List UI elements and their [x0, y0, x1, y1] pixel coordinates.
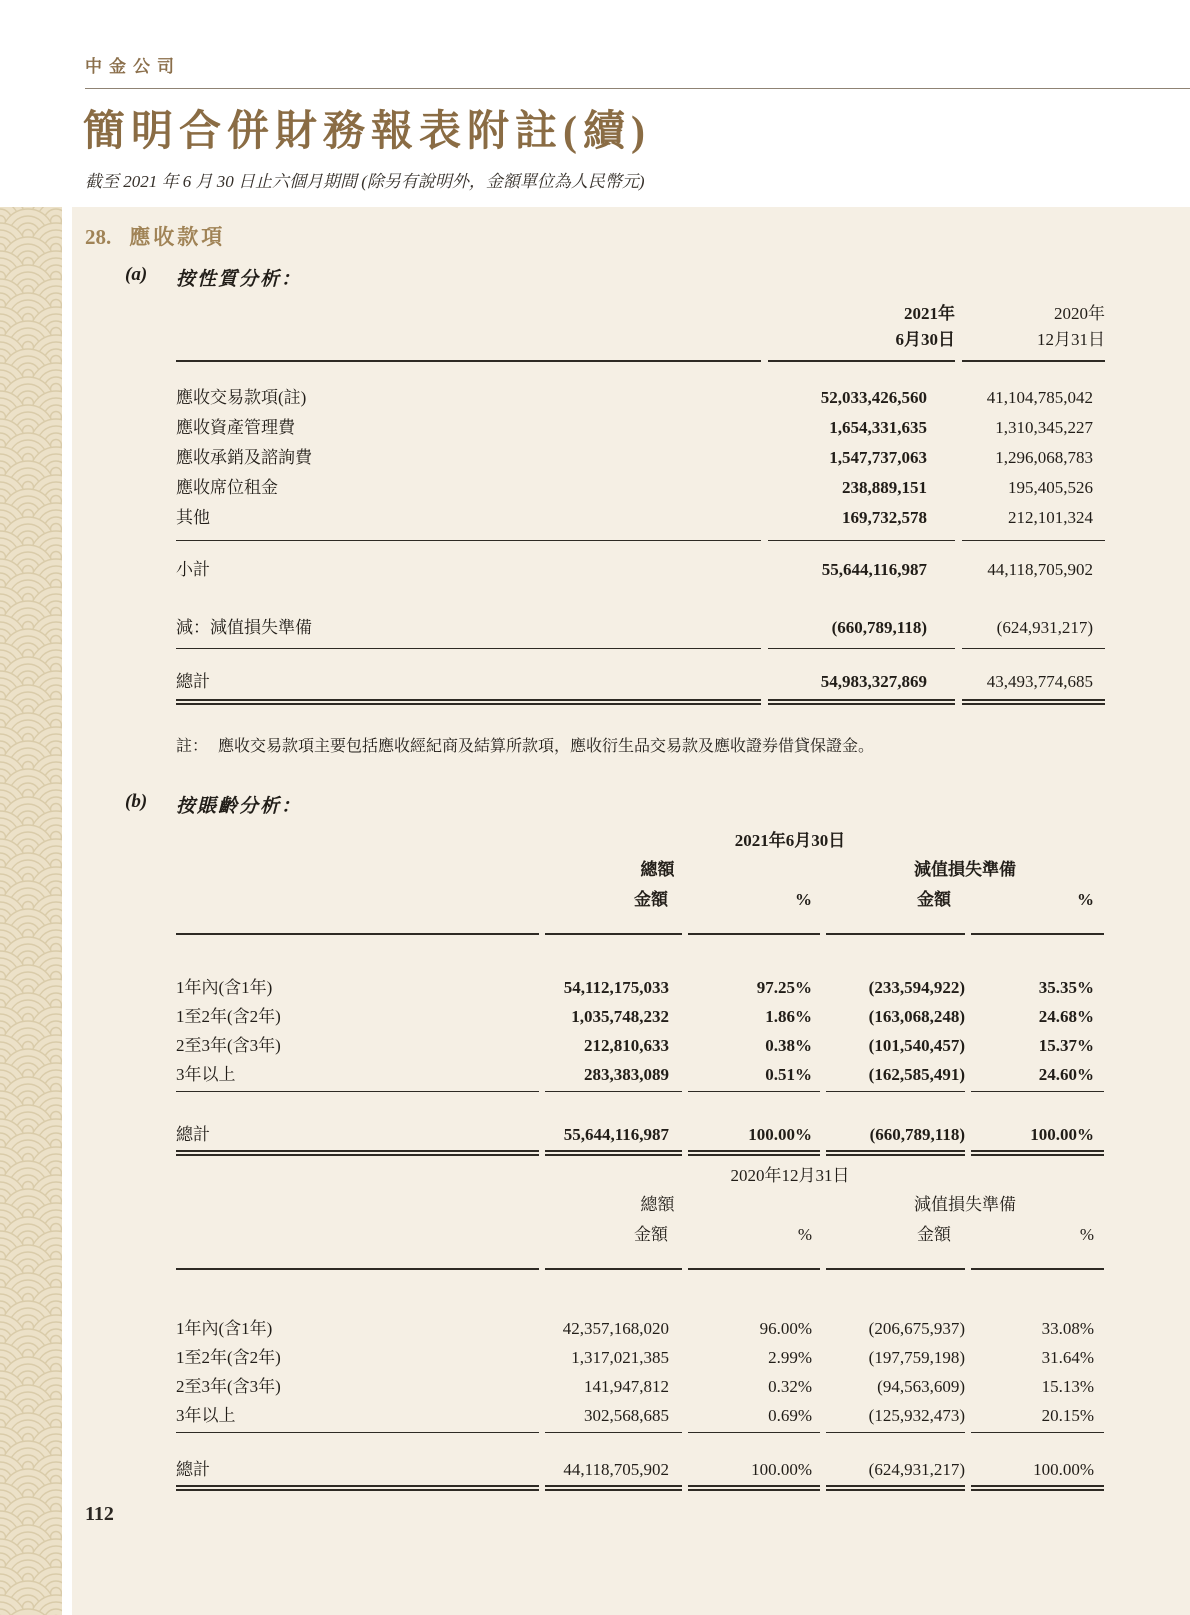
group-header-row — [176, 1190, 1104, 1220]
amount-2021: 1,654,331,635 — [829, 418, 927, 437]
table-row — [176, 473, 1105, 503]
table-date-row — [176, 827, 1104, 855]
gross-amount: 283,383,089 — [584, 1065, 669, 1084]
amount-2021: (660,789,118) — [768, 613, 955, 649]
aging-table-2021 — [176, 827, 1104, 1156]
row-label: 其他 — [176, 508, 210, 527]
allowance-pct: 20.15% — [1041, 1406, 1094, 1425]
row-label: 總計 — [176, 1125, 210, 1144]
allowance-pct: 100.00% — [1030, 1125, 1094, 1144]
gross-pct: 100.00% — [748, 1125, 812, 1144]
part-a-heading — [125, 264, 303, 290]
section-title: 應收款項 — [129, 225, 226, 249]
table-row — [176, 383, 1105, 413]
table-row — [176, 503, 1105, 533]
empty-header-cell — [176, 301, 761, 362]
content-panel — [72, 207, 1190, 1615]
allowance-amount: (197,759,198) — [868, 1348, 965, 1367]
gross-pct: 96.00% — [759, 1319, 812, 1338]
row-label: 總計 — [176, 672, 210, 691]
col-2020-year: 2020年 — [1054, 304, 1105, 323]
total-row — [176, 1120, 1104, 1150]
double-rule — [176, 699, 1105, 705]
gross-pct: 97.25% — [756, 978, 812, 997]
row-label: 1年內(含1年) — [176, 978, 273, 997]
amount-2021: 55,644,116,987 — [821, 560, 927, 579]
amount-2021: 238,889,151 — [842, 478, 927, 497]
allowance-pct: 33.08% — [1041, 1319, 1094, 1338]
gross-amount: 1,035,748,232 — [571, 1007, 669, 1026]
table-rule — [176, 533, 1105, 541]
allowance-pct: 100.00% — [1033, 1460, 1094, 1479]
total-row — [176, 1455, 1104, 1485]
gross-pct: 0.38% — [765, 1036, 812, 1055]
col-2020-date: 12月31日 — [1037, 330, 1105, 349]
table-row — [176, 1343, 1104, 1372]
row-label: 3年以上 — [176, 1065, 236, 1084]
row-label: 小計 — [176, 560, 210, 579]
amount-2021: 1,547,737,063 — [829, 448, 927, 467]
table-rule — [176, 1250, 1104, 1270]
row-label: 應收資產管理費 — [176, 418, 295, 437]
allowance-amount: (206,675,937) — [868, 1319, 965, 1338]
amount-2020: 1,310,345,227 — [995, 418, 1093, 437]
amount-2021: 54,983,327,869 — [820, 672, 927, 691]
table-row — [176, 413, 1105, 443]
total-row — [176, 665, 1105, 699]
pct-header: % — [795, 890, 812, 909]
allowance-pct: 15.13% — [1041, 1377, 1094, 1396]
allowance-pct: 24.60% — [1038, 1065, 1094, 1084]
gross-amount: 141,947,812 — [584, 1377, 669, 1396]
sub-header-row — [176, 1220, 1104, 1250]
allowance-pct: 15.37% — [1038, 1036, 1094, 1055]
part-a-label: (a) — [125, 264, 148, 285]
allowance-amount: (94,563,609) — [877, 1377, 965, 1396]
double-rule — [176, 1150, 1104, 1156]
group-allowance-header: 減值損失準備 — [914, 1195, 1016, 1214]
amount-header: 金額 — [634, 1225, 668, 1244]
footnote — [176, 735, 874, 759]
allowance-amount: (660,789,118) — [869, 1125, 965, 1144]
aging-table-2020 — [176, 1162, 1104, 1491]
table-row — [176, 973, 1104, 1002]
col-2021-year: 2021年 — [904, 304, 955, 323]
allowance-pct: 31.64% — [1041, 1348, 1094, 1367]
table-date: 2020年12月31日 — [730, 1166, 850, 1185]
pct-header: % — [1077, 890, 1094, 909]
table-row — [176, 1002, 1104, 1031]
page-title: 簡明合併財務報表附註(續) — [83, 109, 651, 155]
row-label: 應收承銷及諮詢費 — [176, 448, 312, 467]
amount-2020: (624,931,217) — [962, 613, 1105, 649]
table-rule — [176, 1089, 1104, 1092]
table-by-nature — [176, 301, 1105, 705]
allowance-pct: 35.35% — [1038, 978, 1094, 997]
row-label: 1至2年(含2年) — [176, 1007, 281, 1026]
col-2021-date: 6月30日 — [895, 330, 955, 349]
row-label: 減：減值損失準備 — [176, 613, 761, 649]
row-label: 1至2年(含2年) — [176, 1348, 281, 1367]
empty-header-cell — [176, 1220, 539, 1250]
gross-amount: 44,118,705,902 — [563, 1460, 669, 1479]
table-row — [176, 1372, 1104, 1401]
gross-pct: 2.99% — [768, 1348, 812, 1367]
gross-pct: 0.51% — [765, 1065, 812, 1084]
pct-header: % — [1079, 1225, 1094, 1244]
amount-2020: 44,118,705,902 — [987, 560, 1093, 579]
gross-amount: 212,810,633 — [584, 1036, 669, 1055]
amount-2021: 169,732,578 — [842, 508, 927, 527]
allowance-row — [176, 613, 1105, 649]
page-subtitle: 截至 2021 年 6 月 30 日止六個月期間 (除另有說明外，金額單位為人民幣元) — [85, 172, 645, 191]
table-row — [176, 443, 1105, 473]
gross-amount: 302,568,685 — [584, 1406, 669, 1425]
amount-2020: 212,101,324 — [1008, 508, 1093, 527]
table-row — [176, 1314, 1104, 1343]
column-2020 — [962, 301, 1105, 362]
footnote-text: 應收交易款項主要包括應收經紀商及結算所款項，應收衍生品交易款及應收證券借貸保證金。 — [218, 738, 875, 755]
amount-header: 金額 — [634, 890, 668, 909]
gross-amount: 1,317,021,385 — [571, 1348, 669, 1367]
seigaiha-wave-pattern — [0, 207, 62, 1615]
group-allowance-header: 減值損失準備 — [914, 860, 1016, 879]
pct-header: % — [797, 1225, 812, 1244]
allowance-amount: (163,068,248) — [868, 1007, 965, 1026]
allowance-amount: (101,540,457) — [868, 1036, 965, 1055]
row-label: 應收交易款項(註) — [176, 388, 307, 407]
company-logo-circle — [24, 0, 214, 55]
allowance-amount: (624,931,217) — [868, 1460, 965, 1479]
amount-header: 金額 — [917, 1225, 951, 1244]
row-label: 2至3年(含3年) — [176, 1377, 281, 1396]
part-b-label: (b) — [125, 791, 148, 812]
gross-amount: 54,112,175,033 — [563, 978, 669, 997]
row-label: 3年以上 — [176, 1406, 236, 1425]
table-rule — [176, 915, 1104, 935]
table-header-row — [176, 301, 1105, 356]
table-rule — [176, 1430, 1104, 1433]
table-row — [176, 1060, 1104, 1089]
sub-header-row — [176, 885, 1104, 915]
gross-pct: 1.86% — [765, 1007, 812, 1026]
row-label: 1年內(含1年) — [176, 1319, 273, 1338]
column-2021 — [768, 301, 955, 362]
page-number: 112 — [85, 1503, 114, 1525]
gross-pct: 100.00% — [751, 1460, 812, 1479]
allowance-amount: (233,594,922) — [868, 978, 965, 997]
amount-2020: 1,296,068,783 — [995, 448, 1093, 467]
section-number: 28. — [85, 225, 112, 249]
group-total-header: 總額 — [640, 1195, 675, 1214]
amount-2021: 52,033,426,560 — [820, 388, 927, 407]
company-name: 中金公司 — [85, 57, 181, 76]
gross-amount: 55,644,116,987 — [563, 1125, 669, 1144]
amount-header: 金額 — [917, 890, 951, 909]
group-total-header: 總額 — [640, 860, 675, 879]
header-divider — [85, 88, 1190, 89]
allowance-amount: (125,932,473) — [868, 1406, 965, 1425]
subtotal-row — [176, 555, 1105, 585]
part-b-heading — [125, 791, 303, 817]
row-label: 總計 — [176, 1460, 210, 1479]
allowance-amount: (162,585,491) — [868, 1065, 965, 1084]
amount-2020: 195,405,526 — [1008, 478, 1093, 497]
table-date: 2021年6月30日 — [734, 831, 846, 850]
row-label: 2至3年(含3年) — [176, 1036, 281, 1055]
empty-header-cell — [176, 885, 539, 915]
table-date-row — [176, 1162, 1104, 1190]
group-header-row — [176, 855, 1104, 885]
section-heading — [85, 221, 225, 251]
amount-2020: 43,493,774,685 — [986, 672, 1093, 691]
gross-amount: 42,357,168,020 — [562, 1319, 669, 1338]
amount-2020: 41,104,785,042 — [986, 388, 1093, 407]
double-rule — [176, 1485, 1104, 1491]
footnote-label: 註： — [176, 738, 209, 755]
part-a-title: 按性質分析： — [176, 269, 303, 290]
table-row — [176, 1401, 1104, 1430]
gross-pct: 0.32% — [768, 1377, 812, 1396]
gross-pct: 0.69% — [768, 1406, 812, 1425]
part-b-title: 按賬齡分析： — [176, 796, 303, 817]
table-row — [176, 1031, 1104, 1060]
allowance-pct: 24.68% — [1038, 1007, 1094, 1026]
row-label: 應收席位租金 — [176, 478, 278, 497]
